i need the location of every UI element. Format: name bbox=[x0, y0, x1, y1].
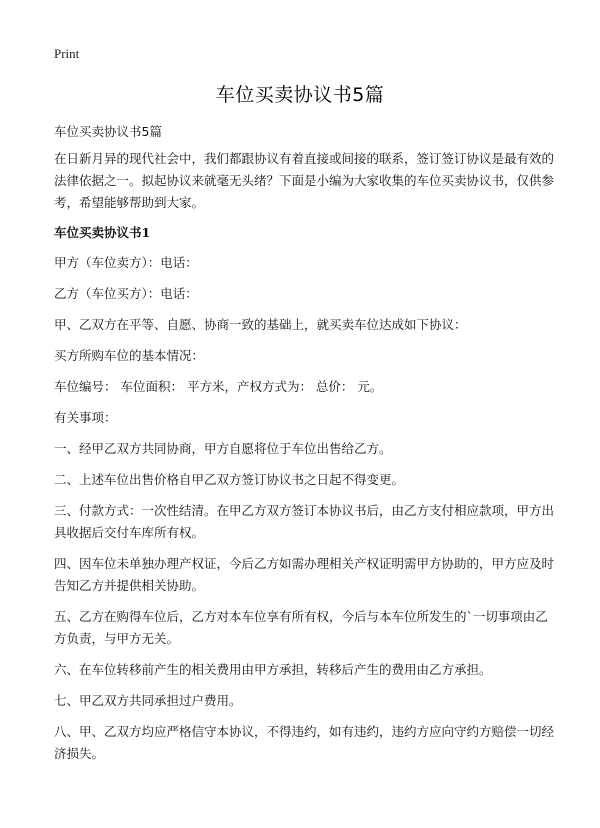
clause-6: 六、在车位转移前产生的相关费用由甲方承担，转移后产生的费用由乙方承担。 bbox=[54, 662, 492, 677]
clause-1: 一、经甲乙双方共同协商，甲方自愿将位于车位出售给乙方。 bbox=[54, 441, 392, 456]
clause-3: 三、付款方式：一次性结清。在甲乙方双方签订本协议书后，由乙方支付相应款项，甲方出具收据后交付车库所有权。 bbox=[54, 503, 555, 540]
clause-4: 四、因车位未单独办理产权证，今后乙方如需办理相关产权证明需甲方协助的，甲方应及时告知乙方并提供相关协助。 bbox=[54, 556, 555, 593]
party-a-line: 甲方（车位卖方）：电话： bbox=[54, 255, 198, 270]
document-title: 车位买卖协议书5篇 bbox=[215, 84, 385, 106]
parking-details-line: 车位编号： 车位面积： 平方米，产权方式为： 总价： 元。 bbox=[54, 379, 383, 394]
intro-paragraph: 在日新月异的现代社会中，我们都跟协议有着直接或间接的联系，签订签订协议是最有效的法律依据之一。拟起协议来就毫无头绪？下面是小编为大家收集的车位买卖协议书，仅供参考，希望能够帮助到大家。 bbox=[54, 151, 555, 210]
section-heading: 车位买卖协议书1 bbox=[54, 225, 151, 240]
document-subtitle: 车位买卖协议书5篇 bbox=[54, 124, 162, 139]
clause-5: 五、乙方在购得车位后，乙方对本车位享有所有权，今后与本车位所发生的`一切事项由乙方负责，与甲方无关。 bbox=[54, 609, 548, 646]
party-b-line: 乙方（车位买方）：电话： bbox=[54, 286, 198, 301]
parking-info-heading: 买方所购车位的基本情况： bbox=[54, 348, 205, 363]
clause-8: 八、甲、乙双方均应严格信守本协议，不得违约，如有违约，违约方应向守约方赔偿一切经济损失。 bbox=[54, 724, 555, 761]
matters-heading: 有关事项： bbox=[54, 410, 117, 425]
clause-2: 二、上述车位出售价格自甲乙双方签订协议书之日起不得变更。 bbox=[54, 472, 405, 487]
agreement-preamble: 甲、乙双方在平等、自愿、协商一致的基础上，就买卖车位达成如下协议： bbox=[54, 317, 467, 332]
document-body bbox=[54, 121, 554, 774]
clause-7: 七、甲乙双方共同承担过户费用。 bbox=[54, 693, 242, 708]
print-link[interactable]: Print bbox=[54, 46, 80, 61]
